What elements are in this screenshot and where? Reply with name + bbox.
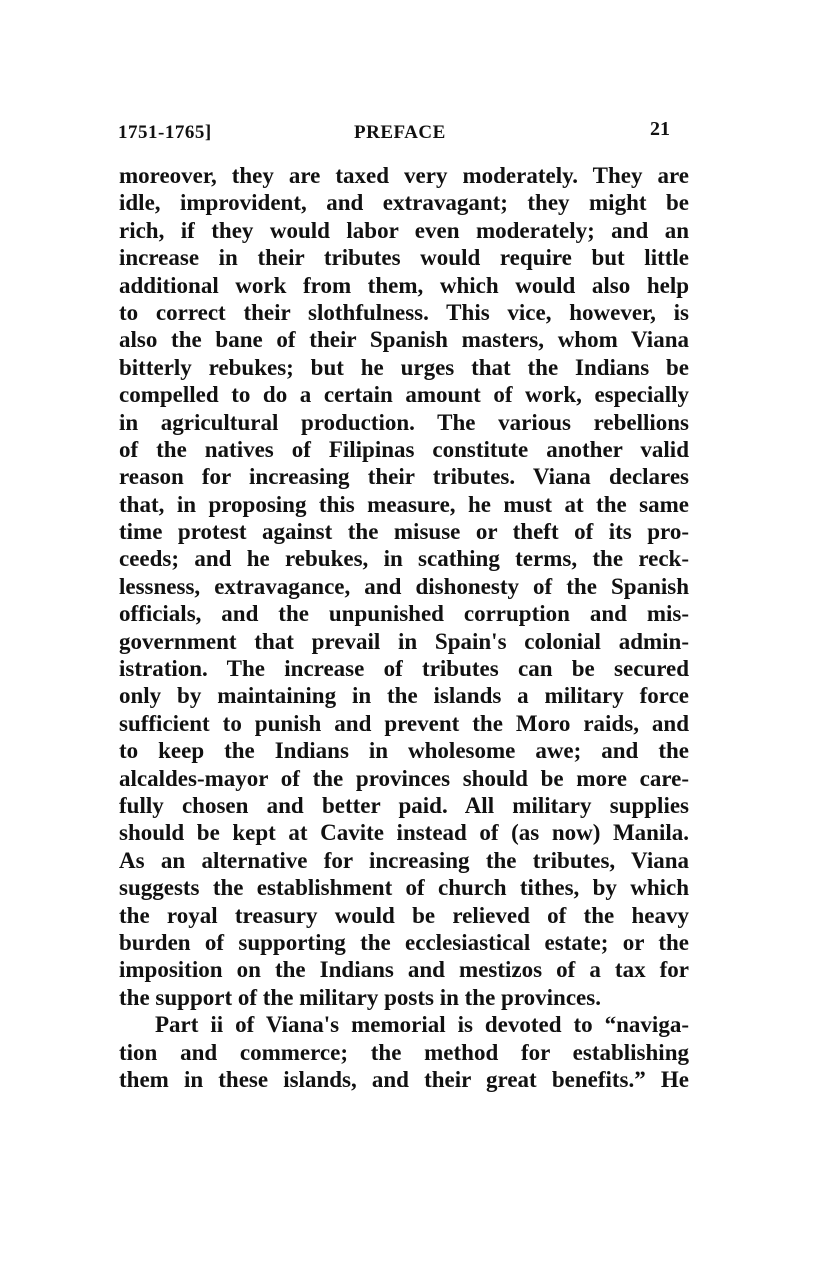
text-line: time protest against the misuse or theft of its pro- [119, 519, 689, 545]
text-line: should be kept at Cavite instead of (as now) Manila. [119, 820, 689, 846]
text-line: tion and commerce; the method for establishing [119, 1039, 689, 1065]
text-line: government that prevail in Spain's colonial admin- [119, 628, 689, 654]
text-line: them in these islands, and their great benefits.” He [119, 1066, 689, 1092]
text-line: to correct their slothfulness. This vice, however, is [119, 299, 689, 325]
text-line: only by maintaining in the islands a military force [119, 683, 689, 709]
text-line: that, in proposing this measure, he must at the same [119, 491, 689, 517]
text-line: reason for increasing their tributes. Viana declares [119, 464, 689, 490]
text-line: bitterly rebukes; but he urges that the Indians be [119, 354, 689, 380]
text-line: lessness, extravagance, and dishonesty of the Spanish [119, 573, 689, 599]
text-line: of the natives of Filipinas constitute another valid [119, 436, 689, 462]
text-line: burden of supporting the ecclesiastical estate; or the [119, 929, 689, 955]
section-title: PREFACE [354, 122, 446, 143]
text-line: to keep the Indians in wholesome awe; and the [119, 738, 689, 764]
text-line: rich, if they would labor even moderately; and an [119, 217, 689, 243]
text-line: increase in their tributes would require but little [119, 245, 689, 271]
text-line: As an alternative for increasing the tributes, Viana [119, 847, 689, 873]
date-range: 1751-1765] [118, 122, 212, 143]
text-line: idle, improvident, and extravagant; they might be [119, 190, 689, 216]
page-number: 21 [650, 118, 670, 140]
text-line: additional work from them, which would also help [119, 272, 689, 298]
text-line: fully chosen and better paid. All military supplies [119, 792, 689, 818]
text-line: moreover, they are taxed very moderately. They are [119, 163, 689, 188]
text-line: ceeds; and he rebukes, in scathing terms, the reck- [119, 546, 689, 572]
body-text [119, 162, 689, 1093]
text-line: the support of the military posts in the provinces. [119, 984, 601, 1010]
text-line: imposition on the Indians and mestizos of a tax for [119, 957, 689, 983]
text-line: alcaldes-mayor of the provinces should be more care- [119, 765, 689, 791]
text-line: istration. The increase of tributes can be secured [119, 656, 689, 682]
text-line: the royal treasury would be relieved of the heavy [119, 902, 689, 928]
text-line: suggests the establishment of church tithes, by which [119, 875, 689, 901]
paragraph-first-line: Part ii of Viana's memorial is devoted to “naviga- [155, 1012, 689, 1038]
running-head [118, 118, 684, 146]
text-line: in agricultural production. The various rebellions [119, 409, 689, 435]
text-line: sufficient to punish and prevent the Moro raids, and [119, 710, 689, 736]
text-line: also the bane of their Spanish masters, whom Viana [119, 327, 689, 353]
text-line: officials, and the unpunished corruption and mis- [119, 601, 689, 627]
text-line: compelled to do a certain amount of work, especially [119, 382, 689, 408]
